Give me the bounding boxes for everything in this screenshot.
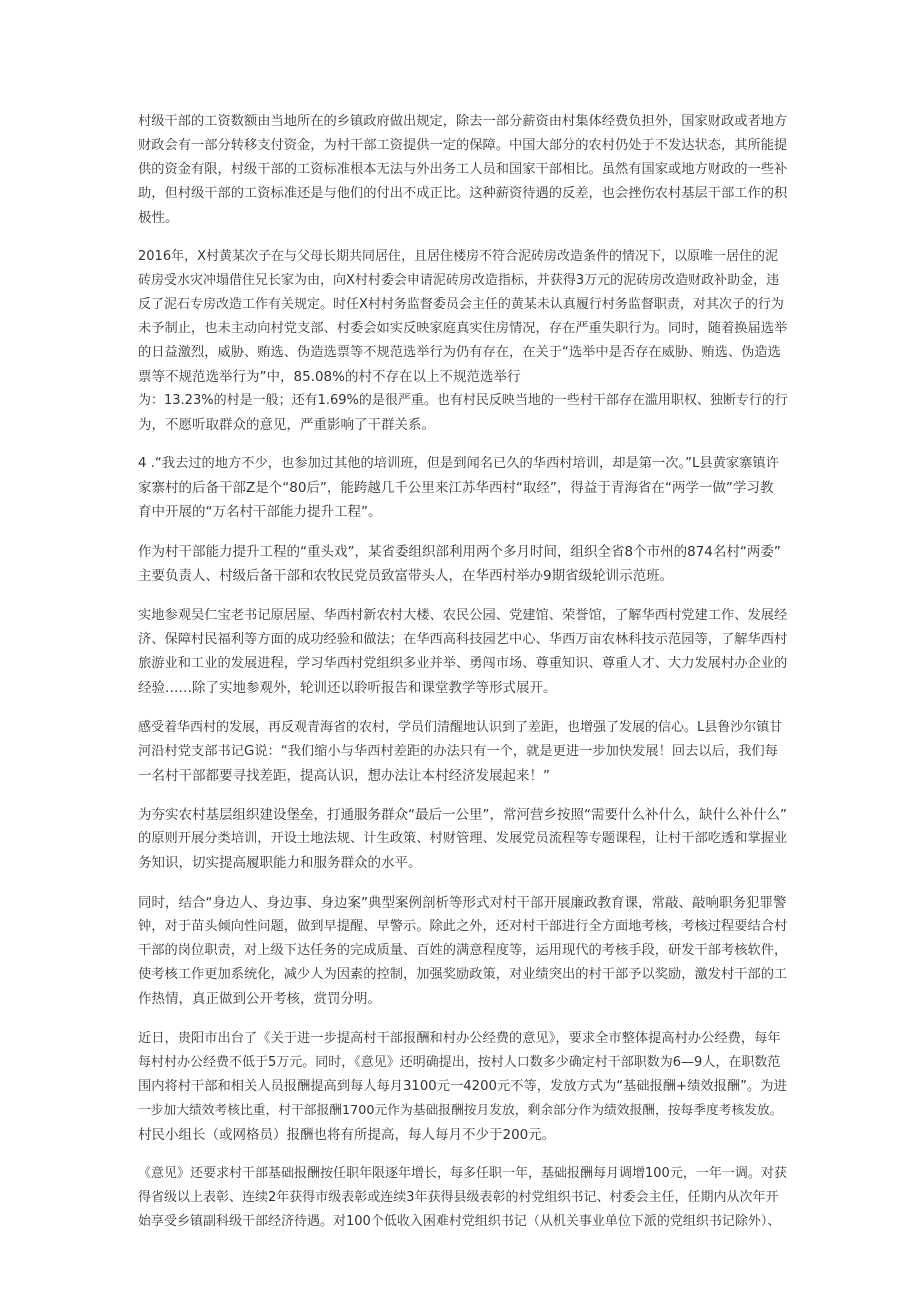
text-line: 使考核工作更加系统化，减少人为因素的控制，加强奖励政策，对业绩突出的村干部予以奖励，激发村干部的工 <box>138 967 788 982</box>
text-line: 的日益激烈，威胁、贿选、伪造选票等不规范选举行为仍有存在，在关于“选举中是否存在威胁、贿选、伪造选 <box>138 345 781 360</box>
text-line: 助，但村级干部的工资标准还是与他们的付出不成正比。这种薪资待遇的反差，也会挫伤农村基层干部工作的积 <box>138 186 788 201</box>
text-line: 2016年，X村黄某次子在与父母长期共同居住，且居住楼房不符合泥砖房改造条件的情况下，以原唯一居住的泥 <box>138 249 778 264</box>
text-line: 主要负责人、村级后备干部和农牧民党员致富带头人，在华西村举办9期省级轮训示范班。 <box>138 568 674 584</box>
text-line: 干部的岗位职责，对上级下达任务的完成质量、百姓的满意程度等，运用现代的考核手段，研发干部考核软件， <box>138 943 788 958</box>
text-line: 4 .“我去过的地方不少，也参加过其他的培训班，但是到闻名已久的华西村培训，却是第一次。”L县黄家寨镇许 <box>138 456 779 471</box>
text-line: 钟，对于苗头倾向性问题，做到早提醒、早警示。除此之外，还对村干部进行全方面地考核，考核过程要结合村 <box>138 919 788 934</box>
text-line: 河沿村党支部书记G说：“我们缩小与华西村差距的办法只有一个，就是更进一步加快发展！回去以后，我们每 <box>138 744 778 759</box>
text-line: 为，不愿听取群众的意见，严重影响了干群关系。 <box>138 417 435 433</box>
text-line: 经验……除了实地参观外，轮训还以聆听报告和课堂教学等形式展开。 <box>138 680 557 696</box>
text-line: 实地参观吴仁宝老书记原居屋、华西村新农村大楼、农民公园、党建馆、荣誉馆，了解华西村党建工作、发展经 <box>138 608 788 623</box>
text-line: 得省级以上表彰、连续2年获得市级表彰或连续3年获得县级表彰的村党组织书记、村委会主任，任期内从次年开 <box>138 1190 779 1205</box>
text-line: 为夯实农村基层组织建设堡垒，打通服务群众“最后一公里”，常河营乡按照“需要什么补什么，缺什么补什么” <box>138 807 787 823</box>
text-line: 作为村干部能力提升工程的“重头戏”，某省委组织部利用两个多月时间，组织全省8个市州的874名村“两委” <box>138 544 781 560</box>
text-line: 票等不规范选举行为”中，85.08%的村不存在以上不规范选举行 <box>138 369 521 385</box>
text-line: 极性。 <box>138 210 179 226</box>
text-line: 村级干部的工资数额由当地所在的乡镇政府做出规定，除去一部分薪资由村集体经费负担外，国家财政或者地方 <box>138 114 788 129</box>
text-line: 务知识，切实提高履职能力和服务群众的水平。 <box>138 855 422 871</box>
text-line: 旅游业和工业的发展进程，学习华西村党组织多业并举、勇闯市场、尊重知识、尊重人才、大力发展村办企业的 <box>138 656 788 671</box>
text-line: 一步加大绩效考核比重，村干部报酬1700元作为基础报酬按月发放，剩余部分作为绩效报酬，按每季度考核发放。 <box>138 1103 783 1118</box>
text-line: 供的资金有限，村级干部的工资标准根本无法与外出务工人员和国家干部相比。虽然有国家或地方财政的一些补 <box>138 162 788 177</box>
text-line: 作热情，真正做到公开考核，赏罚分明。 <box>138 991 381 1007</box>
text-line: 同时，结合“身边人、身边事、身边案”典型案例剖析等形式对村干部开展廉政教育课，常敲、敲响职务犯罪警 <box>138 895 787 911</box>
text-line: 始享受乡镇副科级干部经济待遇。对100个低收入困难村党组织书记（从机关事业单位下派的党组织书记除外）、 <box>138 1214 781 1229</box>
text-line: 砖房受水灾冲塌借住兄长家为由，向X村村委会申请泥砖房改造指标，并获得3万元的泥砖房改造财政补助金，违 <box>138 273 780 288</box>
text-line: 每村村办公经费不低于5万元。同时，《意见》还明确提出，按村人口数多少确定村干部职数为6—9人，在职数范 <box>138 1055 781 1070</box>
text-line: 的原则开展分类培训，开设土地法规、计生政策、村财管理、发展党员流程等专题课程，让村干部吃透和掌握业 <box>138 831 788 846</box>
text-line: 围内将村干部和相关人员报酬提高到每人每月3100元一4200元不等，发放方式为“基础报酬+绩效报酬”。为进 <box>138 1079 787 1094</box>
text-line: 育中开展的“万名村干部能力提升工程”。 <box>138 504 382 520</box>
text-line: 未予制止，也未主动向村党支部、村委会如实反映家庭真实住房情况，存在严重失职行为。同时，随着换届选举 <box>138 321 788 336</box>
text-line: 《意见》还要求村干部基础报酬按任职年限逐年增长，每多任职一年，基础报酬每月调增100元，一年一调。对获 <box>138 1166 787 1181</box>
text-line: 为：13.23%的村是一般；还有1.69%的是很严重。也有村民反映当地的一些村干部存在滥用职权、独断专行的行 <box>138 393 788 408</box>
text-line: 反了泥石专房改造工作有关规定。时任X村村务监督委员会主任的黄某未认真履行村务监督职责，对其次子的行为 <box>138 297 784 312</box>
text-line: 感受着华西村的发展，再反观青海省的农村，学员们清醒地认识到了差距，也增强了发展的信心。L县鲁沙尔镇甘 <box>138 720 783 735</box>
text-line: 财政会有一部分转移支付资金，为村干部工资提供一定的保障。中国大部分的农村仍处于不发达状态，其所能提 <box>138 138 788 153</box>
text-line: 一名村干部都要寻找差距，提高认识，想办法让本村经济发展起来！” <box>138 768 550 784</box>
text-line: 近日，贵阳市出台了《关于进一步提高村干部报酬和村办公经费的意见》，要求全市整体提高村办公经费，每年 <box>138 1031 781 1046</box>
text-line: 村民小组长（或网格员）报酬也将有所提高，每人每月不少于200元。 <box>138 1127 556 1143</box>
text-line: 家寨村的后备干部Z是个“80后”，能跨越几千公里来江苏华西村“取经”，得益于青海省在“两学一做”学习教 <box>138 480 774 496</box>
text-line: 济、保障村民福利等方面的成功经验和做法；在华西高科技园艺中心、华西万亩农林科技示范园等，了解华西村 <box>138 632 788 647</box>
